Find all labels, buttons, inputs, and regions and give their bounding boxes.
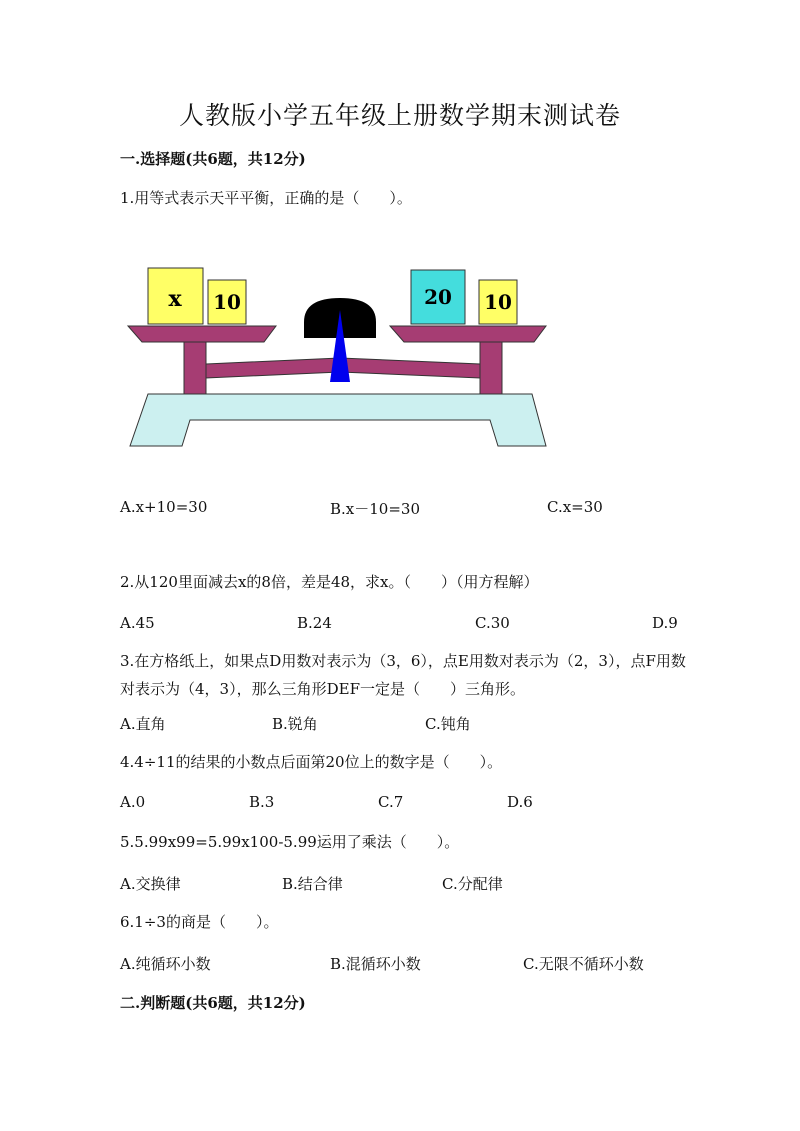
q3-option-a[interactable]: A.直角	[120, 715, 166, 733]
q2-option-a[interactable]: A.45	[120, 614, 155, 632]
q2-option-c[interactable]: C.30	[475, 614, 510, 632]
section-heading-choice: 一.选择题(共6题，共12分)	[120, 150, 306, 168]
box-x-label: x	[168, 286, 182, 312]
right-post	[480, 342, 502, 394]
q2-option-d[interactable]: D.9	[652, 614, 678, 632]
q3-option-c[interactable]: C.钝角	[425, 715, 471, 733]
box-right-10-label: 10	[484, 290, 512, 314]
q1-option-c[interactable]: C.x=30	[547, 498, 603, 516]
q4-option-a[interactable]: A.0	[120, 793, 146, 811]
section-heading-judgement: 二.判断题(共6题，共12分)	[120, 994, 306, 1012]
question-6-stem: 6.1÷3的商是（ ）。	[120, 913, 279, 931]
question-1-stem: 1.用等式表示天平平衡，正确的是（ ）。	[120, 189, 412, 207]
q4-option-c[interactable]: C.7	[378, 793, 404, 811]
q5-option-c[interactable]: C.分配律	[442, 875, 503, 893]
q6-option-a[interactable]: A.纯循环小数	[120, 955, 211, 973]
q3-option-b[interactable]: B.锐角	[272, 715, 318, 733]
question-4-stem: 4.4÷11的结果的小数点后面第20位上的数字是（ ）。	[120, 753, 503, 771]
left-post	[184, 342, 206, 394]
left-pan	[128, 326, 276, 342]
q6-option-b[interactable]: B.混循环小数	[330, 955, 421, 973]
q2-option-b[interactable]: B.24	[297, 614, 332, 632]
q5-option-a[interactable]: A.交换律	[120, 875, 181, 893]
q4-option-d[interactable]: D.6	[507, 793, 533, 811]
scale-base	[130, 394, 546, 446]
q4-option-b[interactable]: B.3	[249, 793, 275, 811]
box-left-10-label: 10	[213, 290, 241, 314]
question-3-stem: 3.在方格纸上，如果点D用数对表示为（3，6），点E用数对表示为（2，3），点F用数对表示为（4，3），那么三角形DEF一定是（ ）三角形。	[120, 652, 686, 698]
q5-option-b[interactable]: B.结合律	[282, 875, 343, 893]
question-2-stem: 2.从120里面减去x的8倍，差是48，求x。（ ）（用方程解）	[120, 573, 539, 591]
page-title: 人教版小学五年级上册数学期末测试卷	[178, 101, 621, 130]
q6-option-c[interactable]: C.无限不循环小数	[523, 955, 644, 973]
q1-option-a[interactable]: A.x+10=30	[120, 498, 208, 516]
balance-scale-figure	[120, 262, 560, 452]
question-5-stem: 5.5.99x99=5.99x100-5.99运用了乘法（ ）。	[120, 833, 460, 851]
q1-option-b[interactable]: B.x－10=30	[330, 500, 420, 518]
right-pan	[390, 326, 546, 342]
box-20-label: 20	[424, 285, 452, 309]
